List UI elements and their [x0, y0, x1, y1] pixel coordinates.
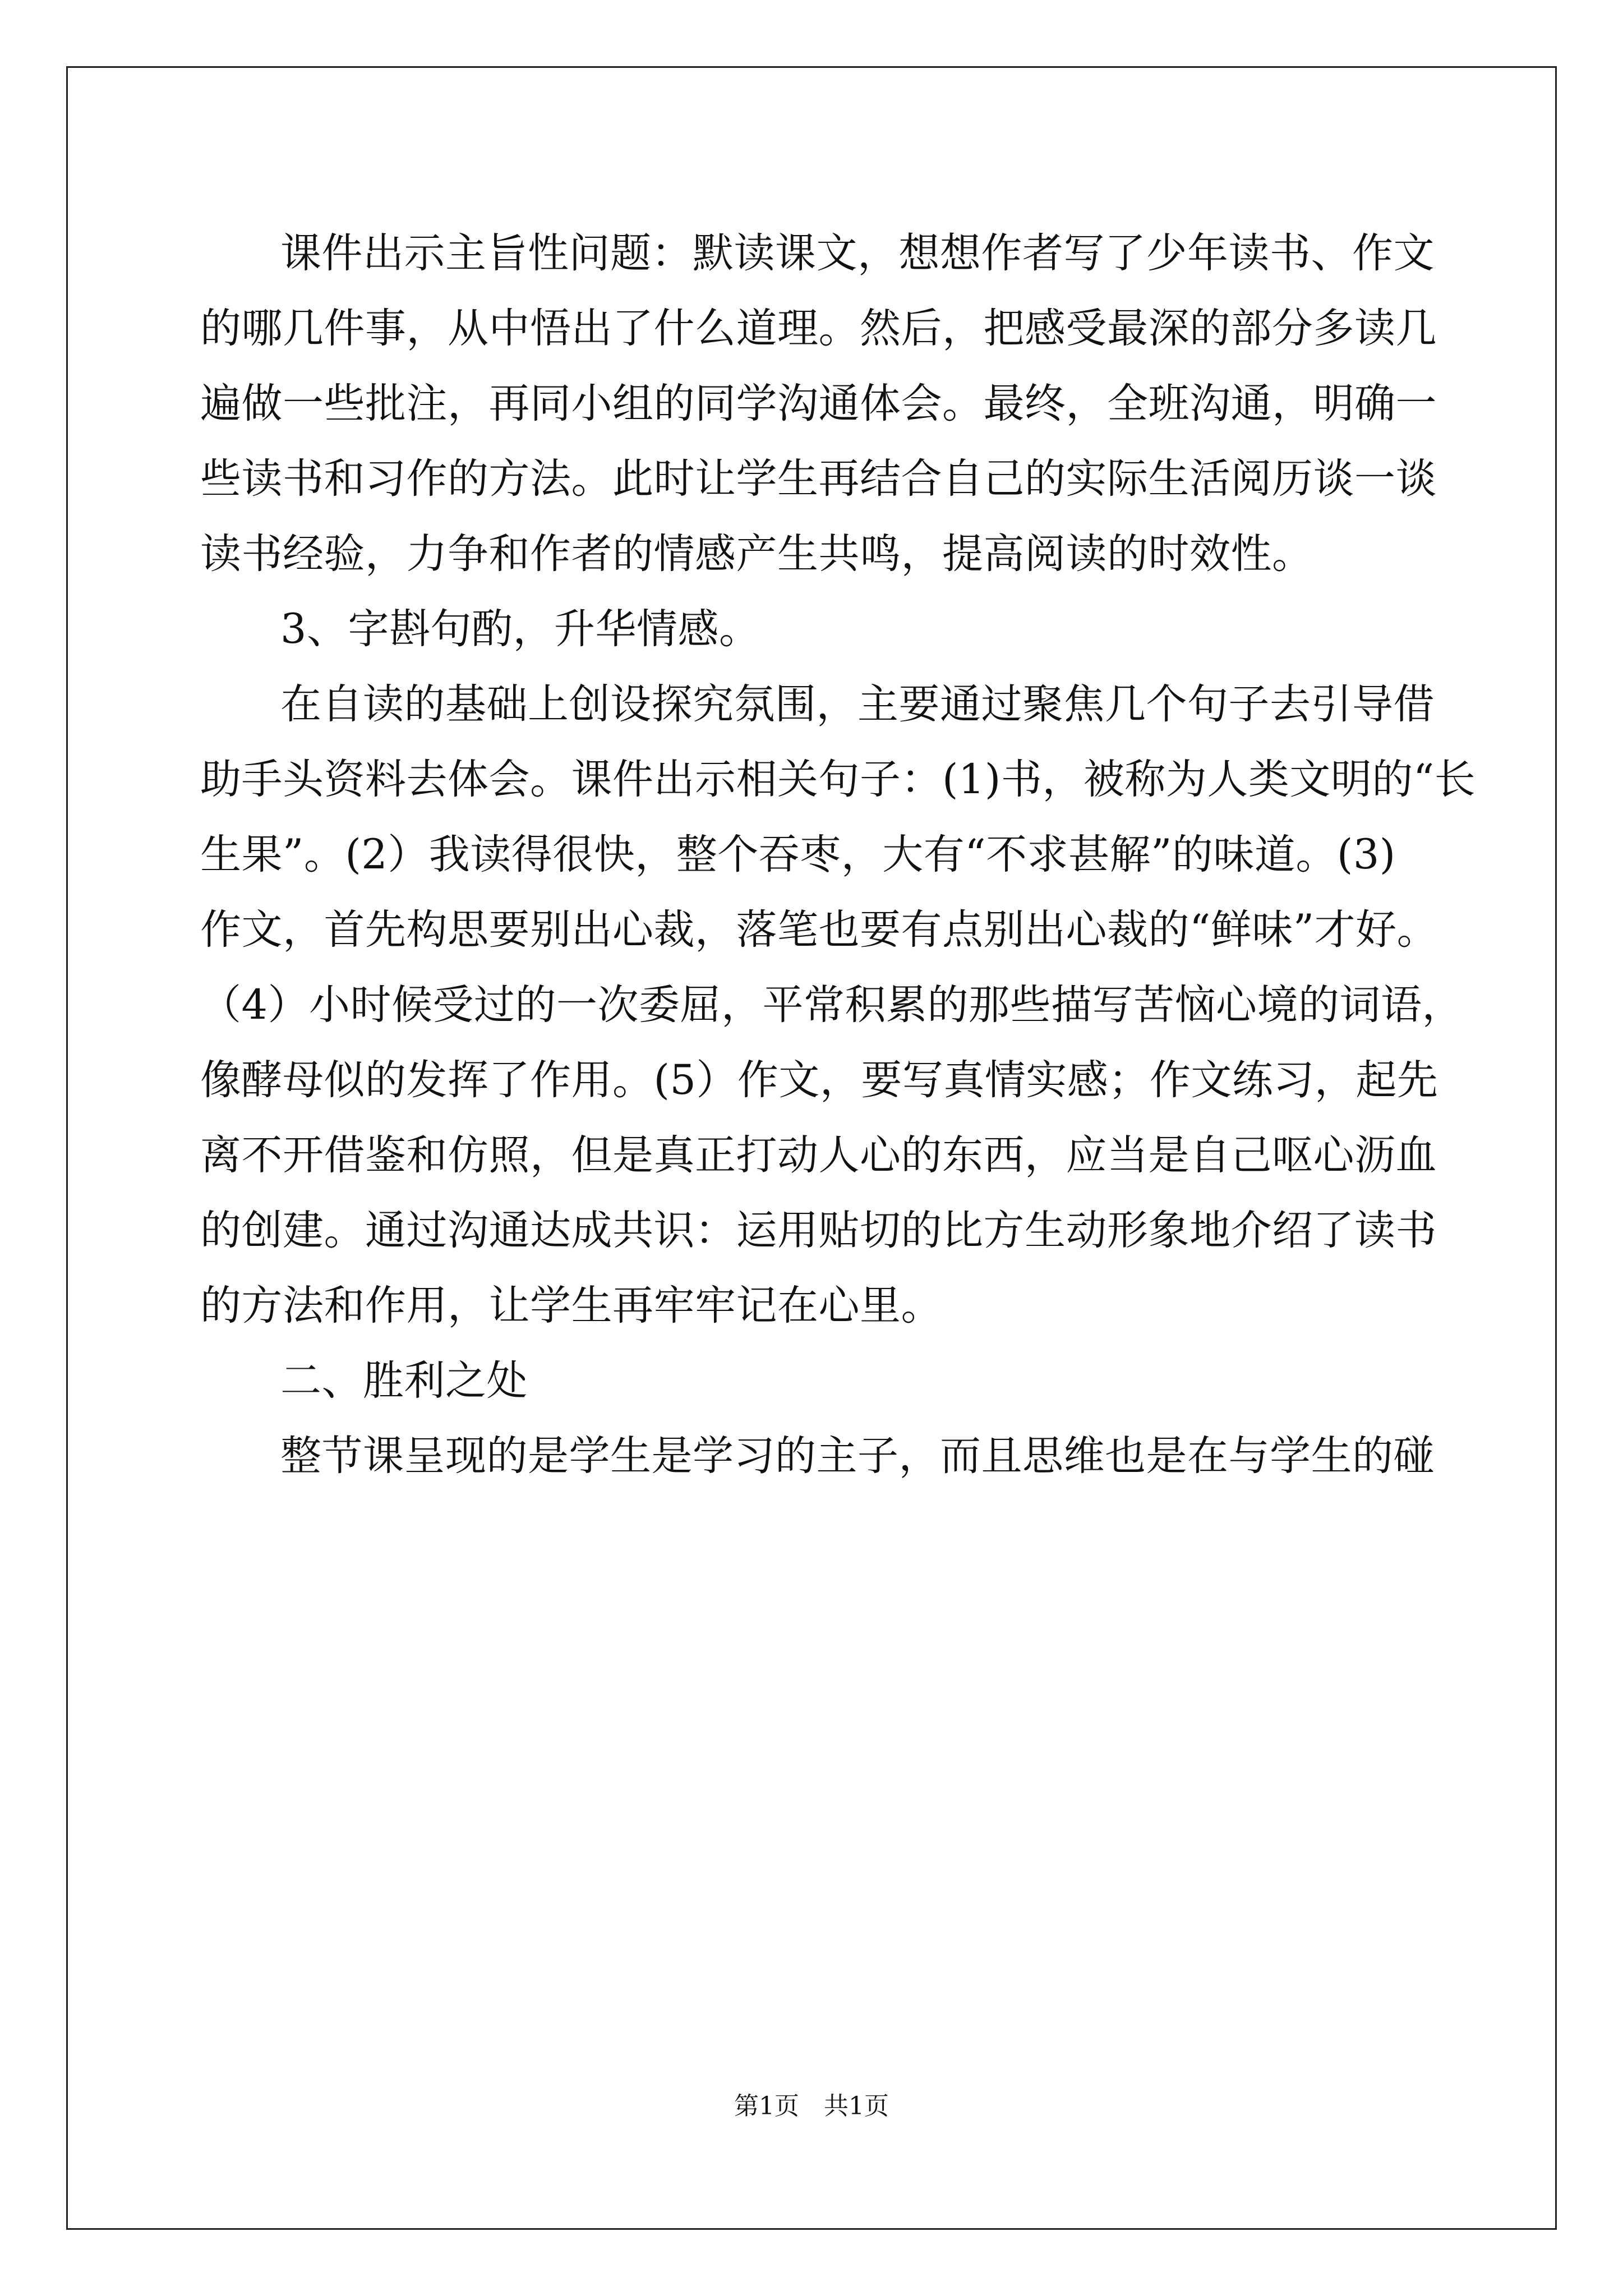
- page-footer: 第1页 共1页: [734, 2092, 889, 2120]
- paragraph-line: 离不开借鉴和仿照，但是真正打动人心的东西，应当是自己呕心沥血: [200, 1131, 1437, 1179]
- paragraph-line: 的创建。通过沟通达成共识：运用贴切的比方生动形象地介绍了读书: [200, 1207, 1437, 1254]
- section-heading: 3、字斟句酌，升华情感。: [280, 605, 760, 653]
- paragraph-line: 生果”。(2）我读得很快，整个吞枣，大有“不求甚解”的味道。(3): [200, 831, 1396, 878]
- paragraph-line: 些读书和习作的方法。此时让学生再结合自己的实际生活阅历谈一谈: [200, 455, 1437, 503]
- section-heading: 二、胜利之处: [280, 1357, 528, 1405]
- paragraph-line: 像酵母似的发挥了作用。(5）作文，要写真情实感；作文练习，起先: [200, 1056, 1438, 1104]
- paragraph-line: 的方法和作用，让学生再牢牢记在心里。: [200, 1282, 942, 1329]
- paragraph-line: 整节课呈现的是学生是学习的主子，而且思维也是在与学生的碰: [280, 1432, 1435, 1480]
- paragraph-line: 遍做一些批注，再同小组的同学沟通体会。最终，全班沟通，明确一: [200, 380, 1437, 427]
- paragraph-line: 作文，首先构思要别出心裁，落笔也要有点别出心裁的“鲜味”才好。: [200, 906, 1438, 954]
- paragraph-line: 在自读的基础上创设探究氛围，主要通过聚焦几个句子去引导借: [280, 680, 1435, 728]
- paragraph-line: （4）小时候受过的一次委屈，平常积累的那些描写苦恼心境的词语，: [200, 981, 1463, 1029]
- paragraph-line: 助手头资料去体会。课件出示相关句子：(1)书，被称为人类文明的“长: [200, 756, 1476, 803]
- paragraph-line: 的哪几件事，从中悟出了什么道理。然后，把感受最深的部分多读几: [200, 305, 1437, 352]
- paragraph-line: 读书经验，力争和作者的情感产生共鸣，提高阅读的时效性。: [200, 530, 1313, 578]
- paragraph-line: 课件出示主旨性问题：默读课文，想想作者写了少年读书、作文: [280, 229, 1435, 277]
